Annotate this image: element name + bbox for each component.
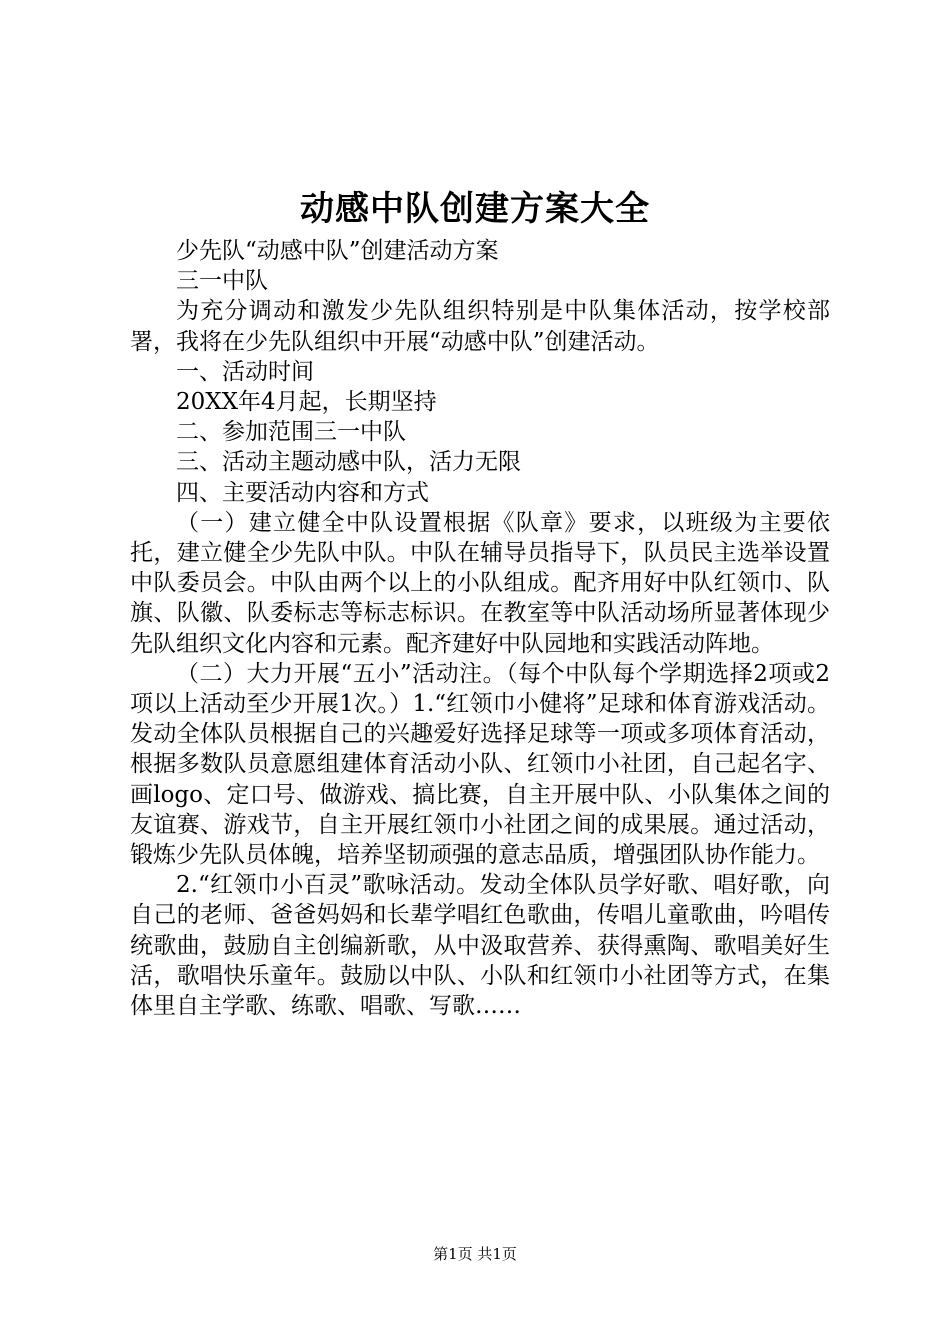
paragraph-section-2: （二）大力开展“五小”活动注。（每个中队每个学期选择2项或2项以上活动至少开展1次。）1.“红领巾小健将”足球和体育游戏活动。发动全体队员根据自己的兴趣爱好选择足球等一项或多项体育活动，根据多数队员意愿组建体育活动小队、红领巾小社团，自己起名字、画logo、定口号、做游戏、搞比赛，自主开展中队、小队集体之间的友谊赛、游戏节，自主开展红领巾小社团之间的成果展。通过活动，锻炼少先队员体魄，培养坚韧顽强的意志品质，增强团队协作能力。 [130,660,830,869]
paragraph-section-1: （一）建立健全中队设置根据《队章》要求，以班级为主要依托，建立健全少先队中队。中队在辅导员指导下，队员民主选举设置中队委员会。中队由两个以上的小队组成。配齐用好中队红领巾、队旗、队徽、队委标志等标志标识。在教室等中队活动场所显著体现少先队组织文化内容和元素。配齐建好中队园地和实践活动阵地。 [130,509,830,657]
paragraph-subtitle: 少先队“动感中队”创建活动方案 [176,238,499,264]
document-body [130,236,830,1021]
heading-scope: 二、参加范围三一中队 [176,419,406,446]
paragraph-unit: 三一中队 [176,268,268,295]
heading-theme: 三、活动主题动感中队，活力无限 [176,449,521,476]
heading-content: 四、主要活动内容和方式 [176,479,429,506]
paragraph-activity-time: 20XX年4月起，长期坚持 [176,389,437,416]
heading-activity-time: 一、活动时间 [176,358,314,385]
document-title: 动感中队创建方案大全 [300,189,650,229]
paragraph-intro: 为充分调动和激发少先队组织特别是中队集体活动，按学校部署，我将在少先队组织中开展“动感中队”创建活动。 [130,298,830,355]
page-footer: 第1页 共1页 [433,1245,517,1263]
paragraph-section-2-item-2: 2.“红领巾小百灵”歌咏活动。发动全体队员学好歌、唱好歌，向自己的老师、爸爸妈妈和长辈学唱红色歌曲，传唱儿童歌曲，吟唱传统歌曲，鼓励自主创编新歌，从中汲取营养、获得熏陶、歌唱美好生活，歌唱快乐童年。鼓励以中队、小队和红领巾小社团等方式，在集体里自主学歌、练歌、唱歌、写歌…… [130,872,830,1020]
